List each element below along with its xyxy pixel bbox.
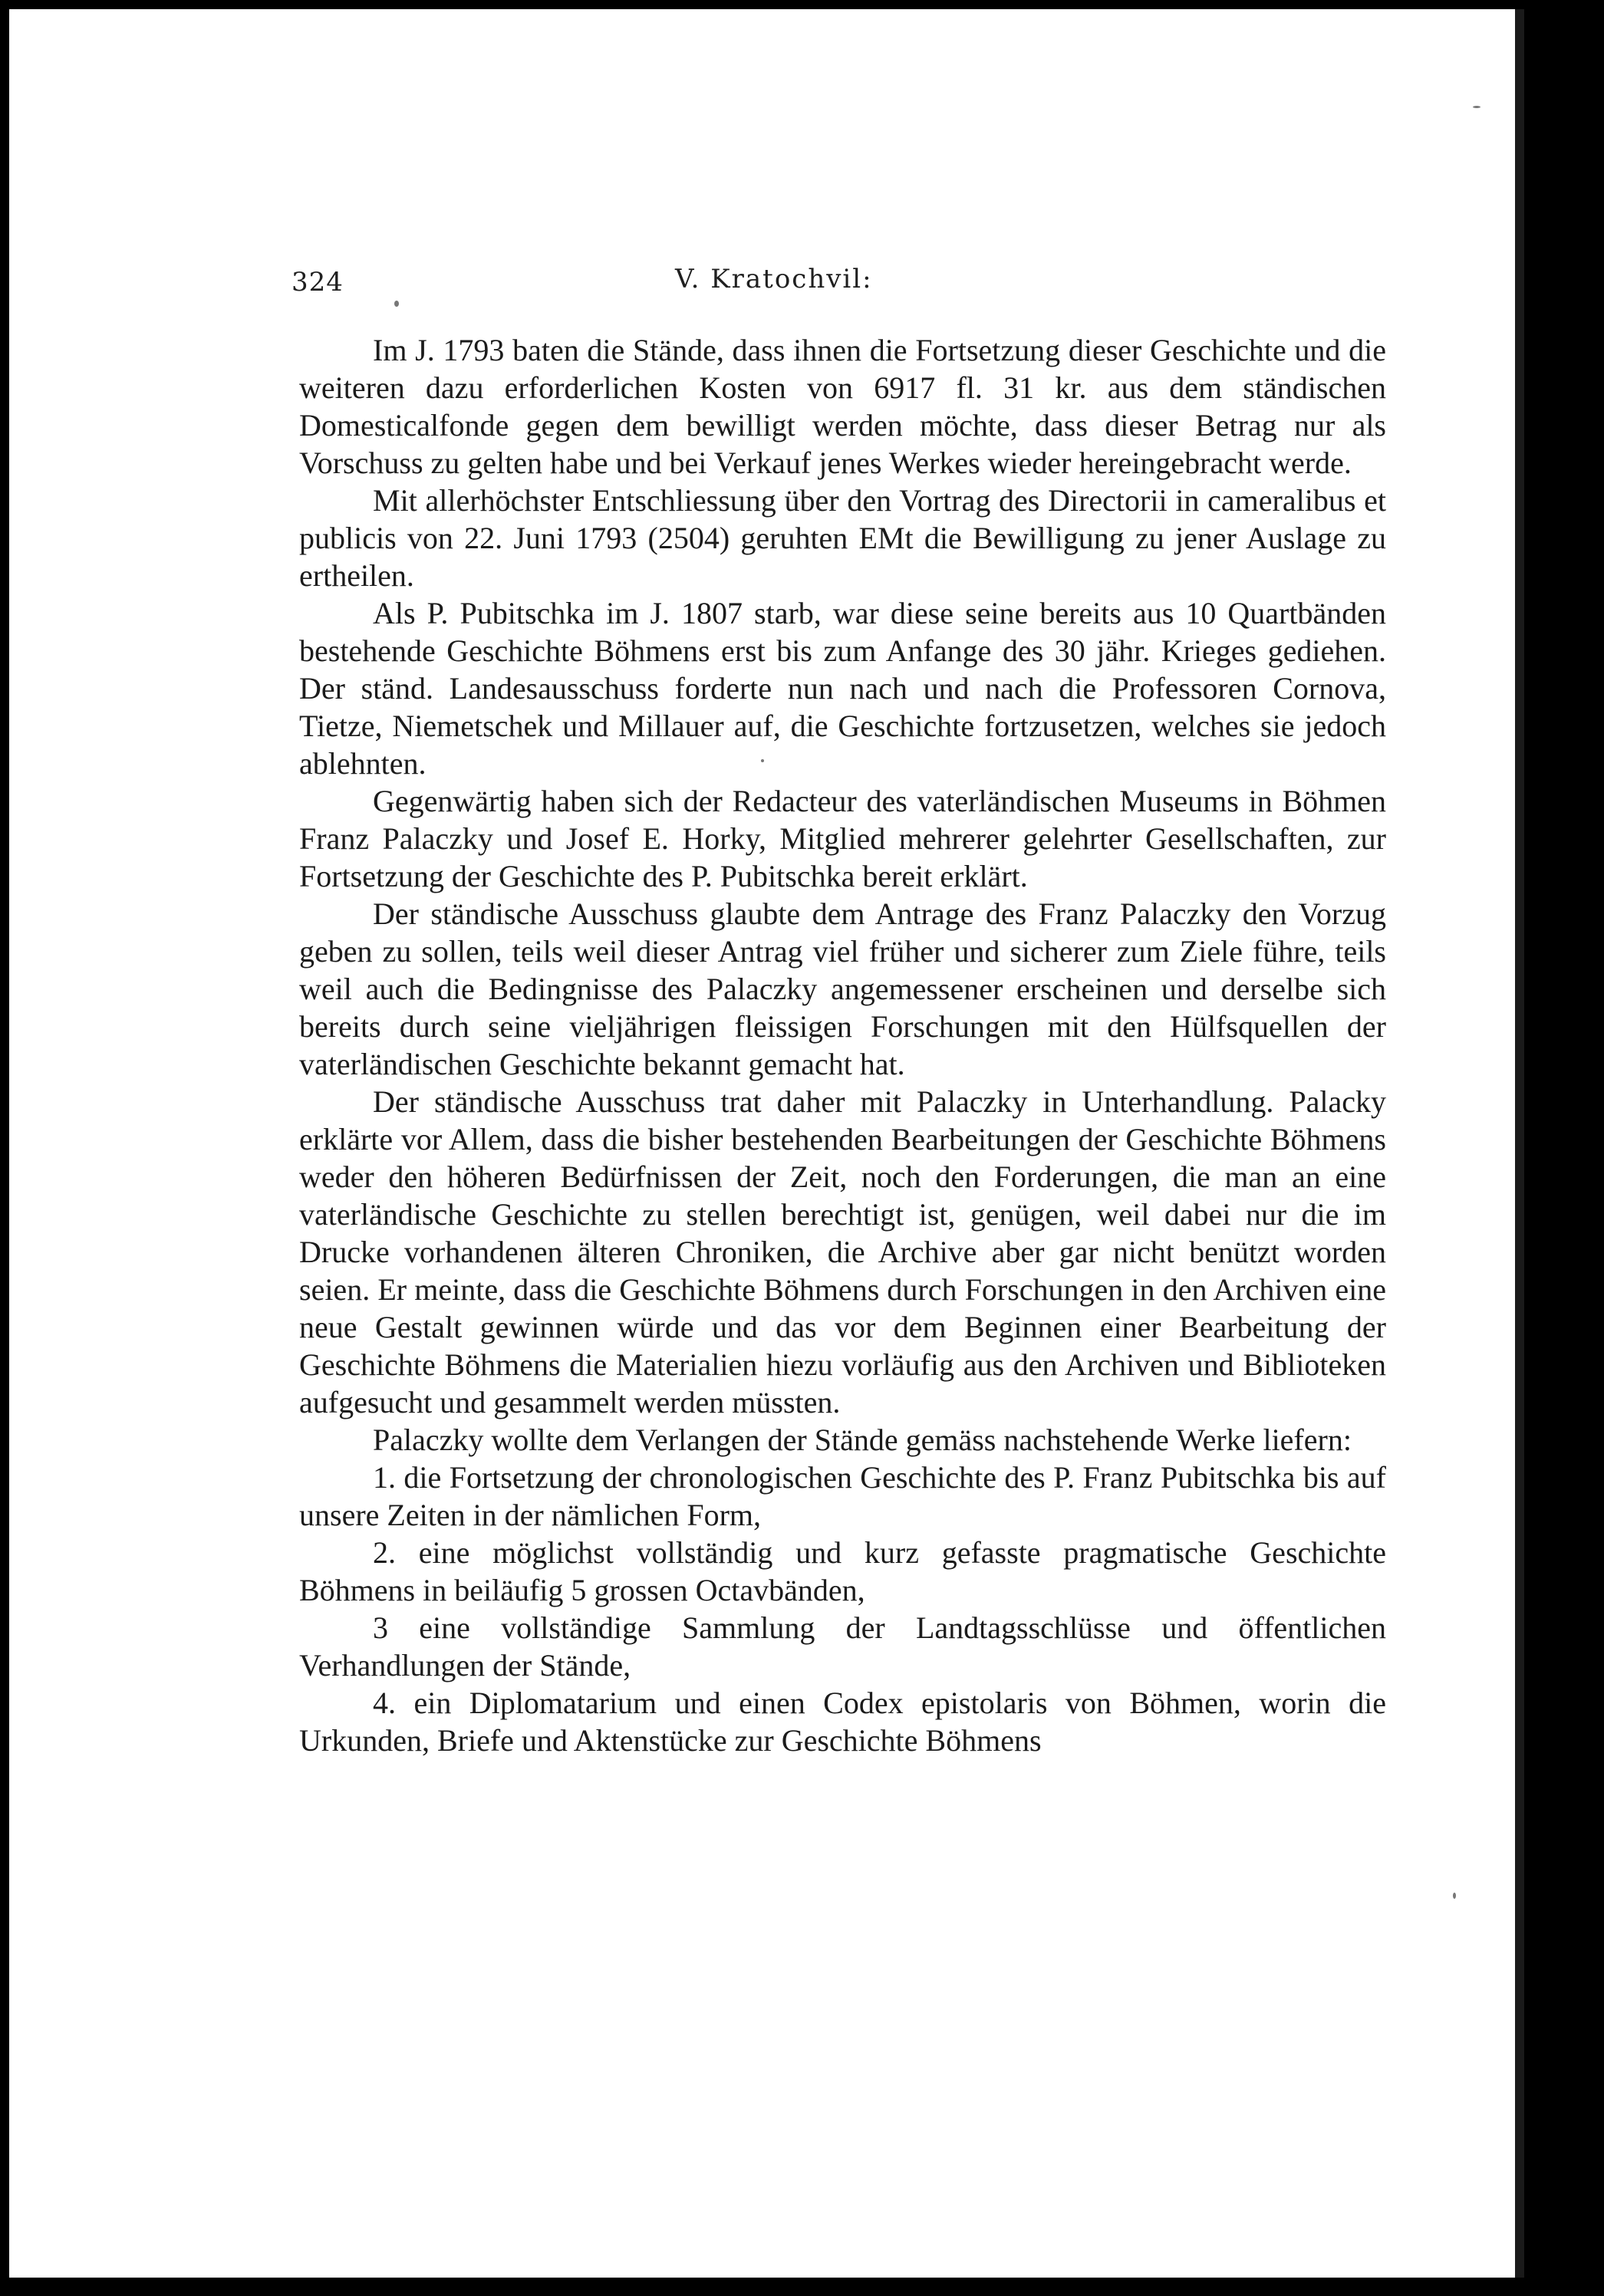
scan-speck: [1453, 1893, 1456, 1899]
body-text: [299, 331, 1386, 1759]
paragraph: Mit allerhöchster Entschliessung über den Vortrag des Directorii in cameralibus et publicis von 22. Juni 1793 (2504) geruhten EMt die Bewilligung zu jener Auslage zu ertheilen.: [299, 483, 1386, 593]
list-item: 4. ein Diplomatarium und einen Codex epistolaris von Böhmen, worin die Urkunden, Briefe und Aktenstücke zur Geschichte Böhmens: [299, 1686, 1386, 1758]
paragraph: Palaczky wollte dem Verlangen der Stände gemäss nachstehende Werke liefern:: [373, 1423, 1352, 1457]
scan-edge-border: [1515, 9, 1524, 2278]
document-page: [9, 9, 1515, 2278]
list-item: 2. eine möglichst vollständig und kurz gefasste pragmatische Geschichte Böhmens in beiläufig 5 grossen Octavbänden,: [299, 1535, 1386, 1607]
list-item: 3 eine vollständige Sammlung der Landtagsschlüsse und öffentlichen Verhandlungen der Stände,: [299, 1610, 1386, 1683]
paragraph: Der ständische Ausschuss trat daher mit Palaczky in Unterhandlung. Palacky erklärte vor Allem, dass die bisher bestehenden Bearbeitungen der Geschichte Böhmens weder den höheren Bedürfnissen der Zeit, noch den Forderungen, die man an eine vaterländische Geschichte zu stellen berechtigt ist, genügen, weil dabei nur die im Drucke vorhandenen älteren Chroniken, die Archive aber gar nicht benützt worden seien. Er meinte, dass die Geschichte Böhmens durch Forschungen in den Archiven eine neue Gestalt gewinnen würde und das vor dem Beginnen einer Bearbeitung der Geschichte Böhmens die Materialien hiezu vorläufig aus den Archiven und Biblioteken aufgesucht und gesammelt werden müssten.: [299, 1084, 1386, 1419]
scan-speck: [761, 759, 764, 762]
scan-speck: [394, 301, 399, 307]
list-item: 1. die Fortsetzung der chronologischen Geschichte des P. Franz Pubitschka bis auf unsere Zeiten in der nämlichen Form,: [299, 1460, 1386, 1532]
paragraph: Als P. Pubitschka im J. 1807 starb, war diese seine bereits aus 10 Quartbänden bestehende Geschichte Böhmens erst bis zum Anfange des 30 jähr. Krieges gediehen. Der ständ. Landesausschuss forderte nun nach und nach die Professoren Cornova, Tietze, Niemetschek und Millauer auf, die Geschichte fortzusetzen, welches sie jedoch ablehnten.: [299, 596, 1386, 781]
paragraph: Im J. 1793 baten die Stände, dass ihnen die Fortsetzung dieser Geschichte und die weiteren dazu erforderlichen Kosten von 6917 fl. 31 kr. aus dem ständischen Domesticalfonde gegen dem bewilligt werden möchte, dass dieser Betrag nur als Vorschuss zu gelten habe und bei Verkauf jenes Werkes wieder hereingebracht werde.: [299, 333, 1386, 480]
page-number: 324: [291, 267, 344, 298]
page-header: [291, 259, 1386, 305]
running-head: V. Kratochvil:: [675, 264, 873, 294]
scan-speck: [1473, 106, 1480, 108]
paragraph: Gegenwärtig haben sich der Redacteur des vaterländischen Museums in Böhmen Franz Palaczky und Josef E. Horky, Mitglied mehrerer gelehrter Gesellschaften, zur Fortsetzung der Geschichte des P. Pubitschka bereit erklärt.: [299, 784, 1386, 893]
paragraph: Der ständische Ausschuss glaubte dem Antrage des Franz Palaczky den Vorzug geben zu sollen, teils weil dieser Antrag viel früher und sicherer zum Ziele führe, teils weil auch die Bedingnisse des Palaczky angemessener erscheinen und derselbe sich bereits durch seine vieljährigen fleissigen Forschungen mit den Hülfsquellen der vaterländischen Geschichte bekannt gemacht hat.: [299, 896, 1386, 1081]
